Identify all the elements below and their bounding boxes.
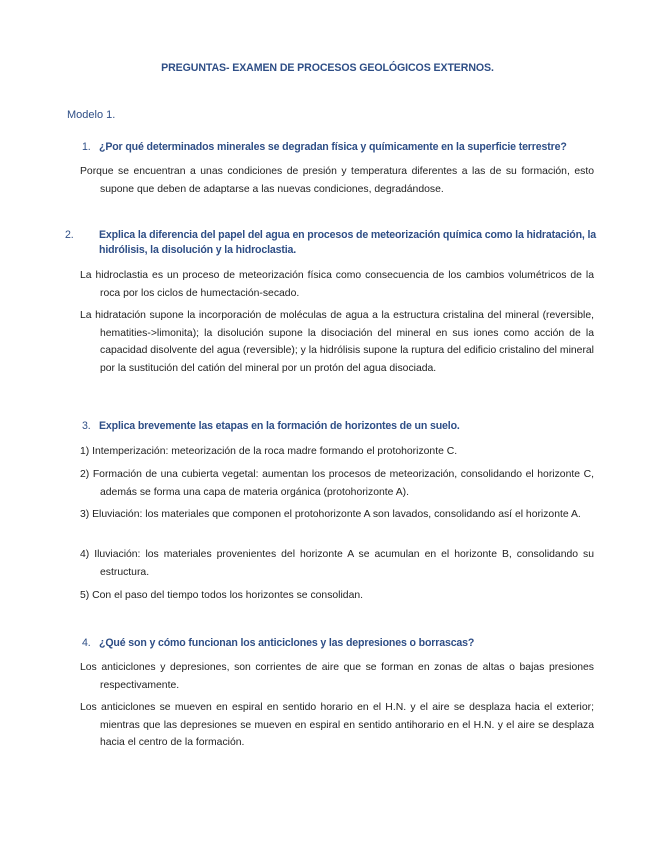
question-number: 1.: [82, 141, 91, 153]
question-4: [82, 636, 594, 651]
question-text: ¿Por qué determinados minerales se degradan física y químicamente en la superficie terrestre?: [99, 141, 567, 153]
answer-paragraph: 1) Intemperización: meteorización de la roca madre formando el protohorizonte C.: [80, 446, 458, 457]
answer-paragraph: 3) Eluviación: los materiales que componen el protohorizonte A son lavados, consolidando así el horizonte A.: [80, 509, 581, 520]
question-number: 2.: [65, 229, 74, 241]
answer-paragraph: Los anticiclones y depresiones, son corrientes de aire que se forman en zonas de altas o bajas presiones respectivamente.: [80, 662, 594, 691]
document-title: PREGUNTAS- EXAMEN DE PROCESOS GEOLÓGICOS EXTERNOS.: [161, 62, 494, 74]
question-number: 4.: [82, 637, 91, 649]
question-1: [82, 140, 594, 155]
question-text: Explica la diferencia del papel del agua en procesos de meteorización química como la hidratación, la hidrólisis, la disolución y la hidroclastia.: [99, 229, 597, 256]
question-number: 3.: [82, 420, 91, 432]
answer-paragraph: Los anticiclones se mueven en espiral en sentido horario en el H.N. y el aire se desplaza hacia el exterior; mientras que las depresiones se mueven en espiral en sentido antihorario en el H.N. y el aire se desplaza hacia el centro de la formación.: [80, 702, 594, 748]
answer-paragraph: Porque se encuentran a unas condiciones de presión y temperatura diferentes a las de su formación, esto supone que deben de adaptarse a las nuevas condiciones, degradándose.: [80, 166, 594, 195]
answer-paragraph: La hidratación supone la incorporación de moléculas de agua a la estructura cristalina del mineral (reversible, hematities->limonita); la disolución supone la disociación del mineral en sus iones como acción de la capacidad disolvente del agua (reversible); y la hidrólisis supone la ruptura del edificio cristalino del mineral por la sustitución del catión del mineral por un protón del agua disociada.: [80, 310, 594, 374]
question-3: [82, 419, 594, 434]
answer-paragraph: 4) Iluviación: los materiales provenientes del horizonte A se acumulan en el horizonte B, consolidando su estructura.: [80, 549, 594, 578]
answer-paragraph: La hidroclastia es un proceso de meteorización física como consecuencia de los cambios volumétricos de la roca por los ciclos de humectación-secado.: [80, 270, 594, 299]
answer-paragraph: 2) Formación de una cubierta vegetal: aumentan los procesos de meteorización, consolidando el horizonte C, además se forma una capa de materia orgánica (protohorizonte A).: [80, 469, 594, 498]
question-text: Explica brevemente las etapas en la formación de horizontes de un suelo.: [99, 420, 460, 432]
question-2: [65, 228, 611, 258]
answer-paragraph: 5) Con el paso del tiempo todos los horizontes se consolidan.: [80, 590, 364, 601]
model-label: Modelo 1.: [67, 109, 116, 121]
question-text: ¿Qué son y cómo funcionan los anticiclones y las depresiones o borrascas?: [99, 637, 475, 649]
